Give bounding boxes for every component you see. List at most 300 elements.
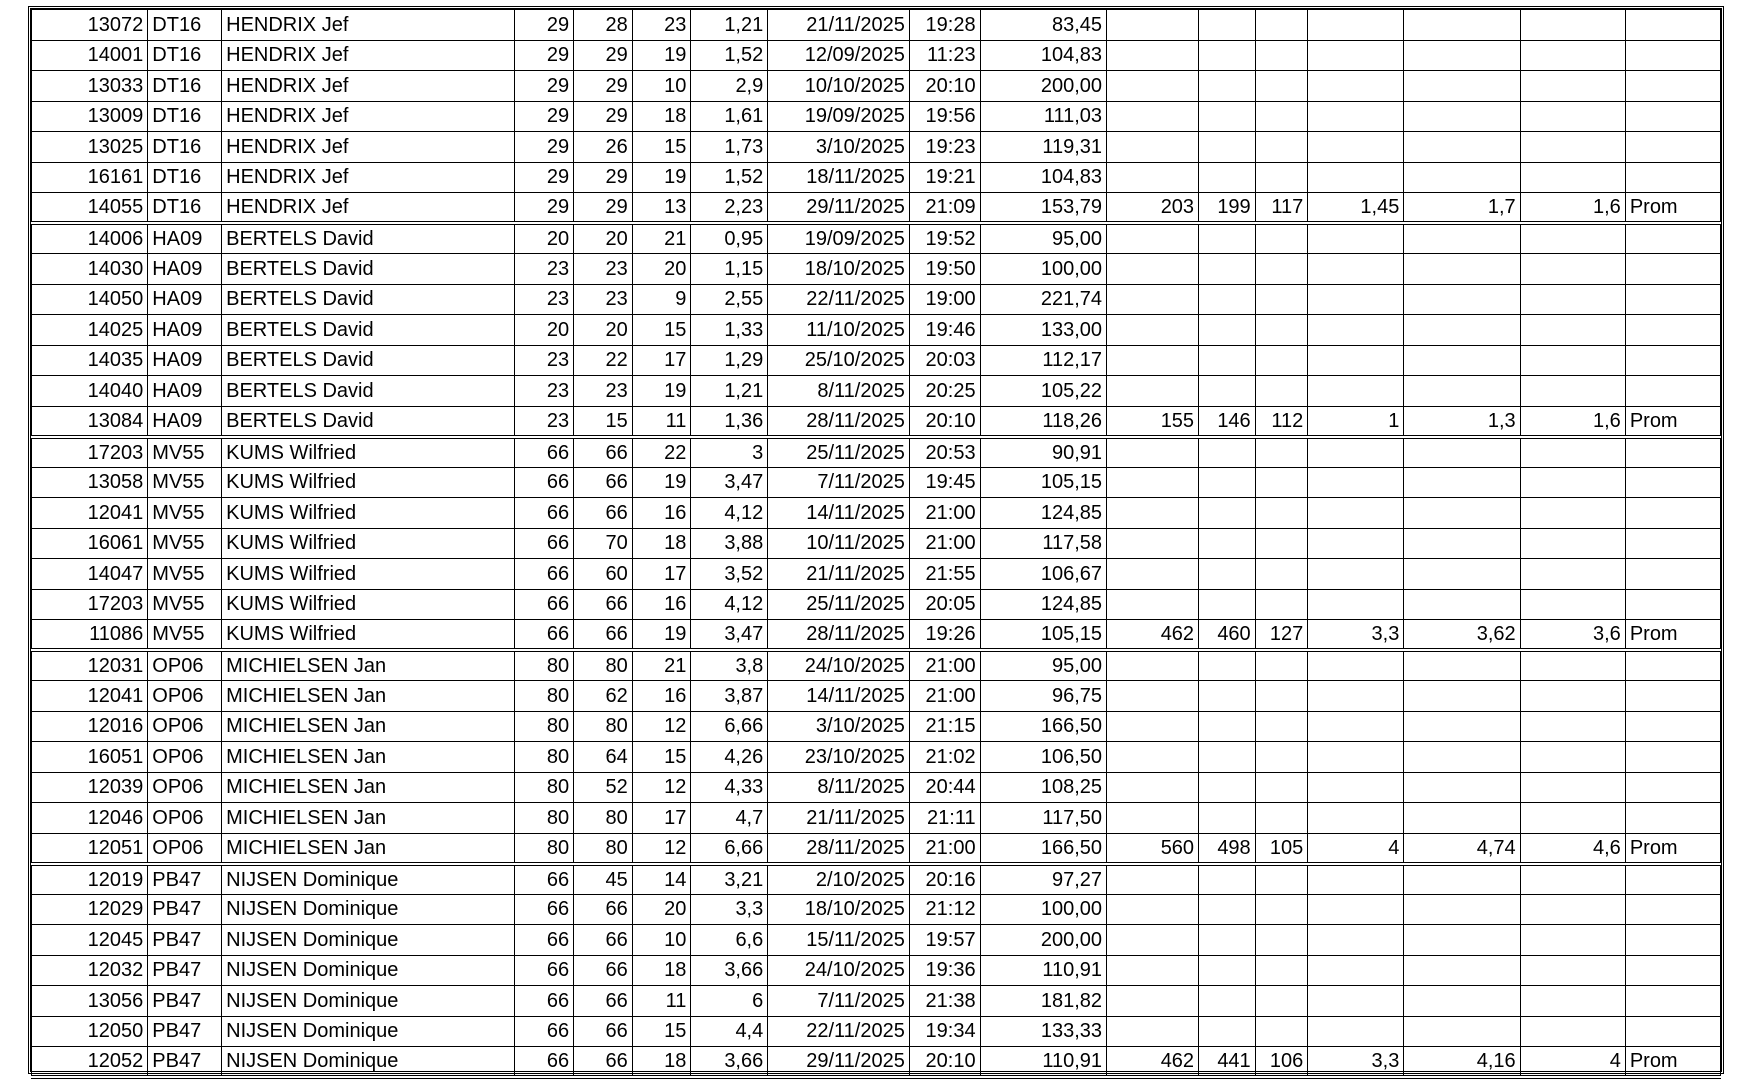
cell-summary-label: Prom [1625,406,1720,437]
cell-id: 12019 [32,864,148,895]
cell-time: 21:02 [909,742,980,773]
cell-summary-a2 [1404,742,1520,773]
cell-summary-label [1625,467,1720,498]
cell-summary-t3 [1255,71,1308,102]
cell-summary-t1 [1107,1016,1199,1047]
cell-date: 22/11/2025 [768,1016,910,1047]
cell-summary-label [1625,528,1720,559]
cell-summary-label [1625,223,1720,254]
cell-summary-t3 [1255,101,1308,132]
cell-n1: 66 [515,864,574,895]
cell-summary-a1 [1308,559,1404,590]
cell-code: DT16 [148,101,222,132]
cell-summary-a3 [1520,498,1625,529]
cell-summary-a1 [1308,925,1404,956]
cell-summary-t1 [1107,223,1199,254]
cell-code: MV55 [148,620,222,651]
cell-name: MICHIELSEN Jan [222,711,515,742]
cell-summary-a1 [1308,1016,1404,1047]
cell-code: MV55 [148,498,222,529]
cell-summary-t2 [1199,498,1256,529]
cell-summary-a3 [1520,986,1625,1017]
cell-summary-t2 [1199,559,1256,590]
cell-n1: 29 [515,101,574,132]
cell-summary-a2 [1404,955,1520,986]
cell-summary-t1: 560 [1107,833,1199,864]
cell-ratio: 3,21 [691,864,768,895]
cell-summary-t3: 127 [1255,620,1308,651]
cell-id: 11086 [32,620,148,651]
cell-code: PB47 [148,1047,222,1078]
cell-date: 19/09/2025 [768,223,910,254]
cell-n2: 66 [574,437,633,468]
cell-speed: 133,00 [980,315,1106,346]
cell-time: 19:36 [909,955,980,986]
cell-id: 12041 [32,681,148,712]
cell-n2: 80 [574,803,633,834]
cell-summary-label [1625,864,1720,895]
cell-time: 20:44 [909,772,980,803]
cell-summary-a2 [1404,467,1520,498]
cell-summary-t3 [1255,315,1308,346]
cell-summary-t2: 460 [1199,620,1256,651]
cell-summary-t2 [1199,864,1256,895]
cell-n1: 80 [515,681,574,712]
cell-n3: 18 [632,1047,691,1078]
cell-summary-t1 [1107,376,1199,407]
cell-n3: 13 [632,193,691,224]
cell-n1: 66 [515,925,574,956]
cell-n3: 10 [632,925,691,956]
cell-n3: 16 [632,498,691,529]
cell-speed: 200,00 [980,71,1106,102]
cell-summary-label: Prom [1625,833,1720,864]
cell-date: 15/11/2025 [768,925,910,956]
cell-summary-t1 [1107,589,1199,620]
cell-summary-a3 [1520,1016,1625,1047]
cell-summary-a2 [1404,772,1520,803]
cell-n3: 18 [632,528,691,559]
cell-n1: 66 [515,620,574,651]
table-row-summary [32,833,1721,864]
cell-summary-a1: 1,45 [1308,193,1404,224]
cell-ratio: 3,47 [691,620,768,651]
cell-n3: 22 [632,437,691,468]
cell-id: 13056 [32,986,148,1017]
cell-name: BERTELS David [222,345,515,376]
cell-summary-label: Prom [1625,1047,1720,1078]
cell-summary-a1 [1308,223,1404,254]
cell-n1: 20 [515,315,574,346]
cell-summary-a1 [1308,284,1404,315]
cell-summary-a3 [1520,894,1625,925]
cell-name: KUMS Wilfried [222,620,515,651]
cell-summary-t2 [1199,772,1256,803]
cell-n2: 23 [574,376,633,407]
cell-n1: 66 [515,894,574,925]
cell-time: 19:57 [909,925,980,956]
cell-n1: 23 [515,406,574,437]
cell-summary-t1: 203 [1107,193,1199,224]
cell-code: OP06 [148,772,222,803]
cell-code: PB47 [148,925,222,956]
cell-name: NIJSEN Dominique [222,1047,515,1078]
cell-speed: 111,03 [980,101,1106,132]
cell-date: 7/11/2025 [768,986,910,1017]
cell-summary-t3 [1255,284,1308,315]
cell-code: DT16 [148,162,222,193]
cell-speed: 110,91 [980,955,1106,986]
cell-summary-a3 [1520,345,1625,376]
cell-summary-a1 [1308,955,1404,986]
cell-n2: 70 [574,528,633,559]
cell-speed: 124,85 [980,498,1106,529]
cell-summary-label [1625,254,1720,285]
cell-id: 12039 [32,772,148,803]
cell-code: PB47 [148,955,222,986]
cell-summary-t3 [1255,803,1308,834]
results-sheet [28,6,1724,1074]
cell-name: HENDRIX Jef [222,162,515,193]
cell-summary-a3: 3,6 [1520,620,1625,651]
cell-name: KUMS Wilfried [222,467,515,498]
cell-speed: 97,27 [980,864,1106,895]
cell-date: 14/11/2025 [768,498,910,529]
table-row [32,559,1721,590]
cell-time: 19:28 [909,10,980,41]
cell-date: 22/11/2025 [768,284,910,315]
cell-summary-t3 [1255,681,1308,712]
cell-code: PB47 [148,894,222,925]
cell-name: NIJSEN Dominique [222,894,515,925]
cell-summary-t3 [1255,254,1308,285]
cell-summary-label [1625,650,1720,681]
cell-time: 21:00 [909,833,980,864]
cell-ratio: 3,87 [691,681,768,712]
cell-summary-t3 [1255,40,1308,71]
cell-summary-a1 [1308,467,1404,498]
cell-summary-a2: 4,74 [1404,833,1520,864]
table-row [32,772,1721,803]
cell-n1: 66 [515,559,574,590]
cell-summary-t3 [1255,711,1308,742]
cell-n2: 66 [574,894,633,925]
cell-summary-t3 [1255,528,1308,559]
cell-summary-a1: 3,3 [1308,1047,1404,1078]
cell-summary-label [1625,345,1720,376]
cell-code: HA09 [148,284,222,315]
table-row [32,803,1721,834]
cell-id: 13058 [32,467,148,498]
cell-n1: 66 [515,1016,574,1047]
cell-code: OP06 [148,833,222,864]
cell-n3: 15 [632,1016,691,1047]
cell-summary-t3 [1255,467,1308,498]
cell-summary-a1 [1308,71,1404,102]
cell-summary-a2 [1404,437,1520,468]
table-row [32,132,1721,163]
cell-id: 16051 [32,742,148,773]
cell-n1: 66 [515,528,574,559]
cell-id: 14040 [32,376,148,407]
cell-date: 7/11/2025 [768,467,910,498]
cell-summary-label [1625,894,1720,925]
cell-summary-a1 [1308,162,1404,193]
cell-name: MICHIELSEN Jan [222,772,515,803]
cell-speed: 153,79 [980,193,1106,224]
cell-summary-t3: 117 [1255,193,1308,224]
cell-n3: 19 [632,162,691,193]
cell-name: KUMS Wilfried [222,498,515,529]
cell-summary-a2 [1404,10,1520,41]
cell-name: HENDRIX Jef [222,40,515,71]
cell-n3: 15 [632,742,691,773]
cell-summary-label [1625,437,1720,468]
cell-time: 20:10 [909,1047,980,1078]
cell-time: 21:12 [909,894,980,925]
cell-summary-t1 [1107,284,1199,315]
cell-code: HA09 [148,345,222,376]
cell-id: 14030 [32,254,148,285]
cell-summary-t2 [1199,894,1256,925]
cell-id: 14035 [32,345,148,376]
cell-time: 19:50 [909,254,980,285]
table-row [32,864,1721,895]
cell-summary-a3 [1520,681,1625,712]
cell-ratio: 1,61 [691,101,768,132]
cell-code: HA09 [148,254,222,285]
cell-date: 24/10/2025 [768,650,910,681]
cell-n3: 21 [632,650,691,681]
cell-summary-t2 [1199,284,1256,315]
cell-n2: 66 [574,925,633,956]
cell-summary-t2: 199 [1199,193,1256,224]
cell-n2: 60 [574,559,633,590]
cell-summary-t1 [1107,803,1199,834]
cell-summary-label [1625,803,1720,834]
cell-n3: 18 [632,101,691,132]
cell-summary-t2 [1199,925,1256,956]
cell-ratio: 6,66 [691,711,768,742]
cell-summary-t3: 106 [1255,1047,1308,1078]
cell-summary-t2: 146 [1199,406,1256,437]
cell-code: HA09 [148,406,222,437]
cell-summary-t1 [1107,955,1199,986]
cell-n3: 20 [632,254,691,285]
cell-summary-a3 [1520,742,1625,773]
cell-name: MICHIELSEN Jan [222,650,515,681]
cell-summary-t3 [1255,437,1308,468]
cell-summary-t2 [1199,986,1256,1017]
cell-date: 24/10/2025 [768,955,910,986]
cell-name: KUMS Wilfried [222,559,515,590]
cell-summary-t3 [1255,376,1308,407]
cell-summary-t1 [1107,254,1199,285]
table-row [32,376,1721,407]
cell-summary-a2: 3,62 [1404,620,1520,651]
cell-summary-t3 [1255,559,1308,590]
cell-ratio: 3,66 [691,1047,768,1078]
cell-summary-a2 [1404,681,1520,712]
cell-code: MV55 [148,467,222,498]
cell-summary-t1: 462 [1107,620,1199,651]
cell-ratio: 6,66 [691,833,768,864]
cell-summary-a2 [1404,803,1520,834]
cell-time: 20:03 [909,345,980,376]
cell-summary-a1 [1308,345,1404,376]
cell-n3: 10 [632,71,691,102]
cell-summary-a1 [1308,772,1404,803]
cell-id: 12045 [32,925,148,956]
cell-speed: 166,50 [980,833,1106,864]
cell-speed: 104,83 [980,162,1106,193]
cell-summary-a1 [1308,742,1404,773]
cell-date: 23/10/2025 [768,742,910,773]
cell-summary-t2 [1199,132,1256,163]
cell-date: 18/10/2025 [768,894,910,925]
cell-code: OP06 [148,711,222,742]
cell-n2: 22 [574,345,633,376]
cell-n3: 19 [632,376,691,407]
cell-summary-t1 [1107,10,1199,41]
table-row [32,315,1721,346]
cell-summary-a3 [1520,803,1625,834]
cell-ratio: 1,21 [691,376,768,407]
cell-ratio: 3,52 [691,559,768,590]
cell-id: 17203 [32,589,148,620]
cell-summary-a1 [1308,681,1404,712]
cell-n2: 29 [574,40,633,71]
cell-summary-t3 [1255,986,1308,1017]
cell-speed: 104,83 [980,40,1106,71]
cell-n2: 66 [574,1016,633,1047]
cell-ratio: 1,52 [691,40,768,71]
cell-code: DT16 [148,132,222,163]
cell-n1: 66 [515,437,574,468]
cell-summary-a3 [1520,40,1625,71]
cell-n2: 23 [574,284,633,315]
table-row [32,71,1721,102]
cell-n1: 66 [515,467,574,498]
cell-summary-t1 [1107,132,1199,163]
cell-n2: 15 [574,406,633,437]
cell-code: MV55 [148,589,222,620]
cell-summary-t2 [1199,467,1256,498]
cell-summary-t2 [1199,254,1256,285]
cell-id: 14001 [32,40,148,71]
cell-id: 12031 [32,650,148,681]
cell-time: 20:05 [909,589,980,620]
cell-n2: 23 [574,254,633,285]
table-row [32,254,1721,285]
cell-n3: 12 [632,772,691,803]
cell-time: 19:00 [909,284,980,315]
cell-code: HA09 [148,223,222,254]
cell-code: PB47 [148,1016,222,1047]
cell-summary-t1 [1107,528,1199,559]
cell-summary-t3 [1255,223,1308,254]
cell-date: 28/11/2025 [768,620,910,651]
cell-date: 28/11/2025 [768,406,910,437]
cell-summary-t2 [1199,955,1256,986]
cell-n1: 20 [515,223,574,254]
cell-date: 3/10/2025 [768,132,910,163]
cell-ratio: 4,26 [691,742,768,773]
cell-id: 16061 [32,528,148,559]
cell-n2: 66 [574,955,633,986]
cell-time: 20:10 [909,71,980,102]
cell-n3: 19 [632,40,691,71]
cell-ratio: 6 [691,986,768,1017]
cell-summary-a1 [1308,650,1404,681]
cell-speed: 119,31 [980,132,1106,163]
cell-n3: 21 [632,223,691,254]
cell-summary-t1 [1107,925,1199,956]
cell-n1: 80 [515,650,574,681]
cell-summary-a1: 4 [1308,833,1404,864]
cell-time: 20:16 [909,864,980,895]
cell-id: 16161 [32,162,148,193]
cell-time: 21:09 [909,193,980,224]
table-row [32,894,1721,925]
cell-n2: 66 [574,620,633,651]
cell-summary-a3 [1520,284,1625,315]
cell-summary-t3 [1255,925,1308,956]
table-row [32,925,1721,956]
table-row [32,498,1721,529]
cell-summary-label [1625,711,1720,742]
cell-n2: 29 [574,71,633,102]
cell-summary-a1: 1 [1308,406,1404,437]
cell-name: HENDRIX Jef [222,10,515,41]
cell-summary-a1 [1308,589,1404,620]
cell-name: MICHIELSEN Jan [222,833,515,864]
cell-time: 21:00 [909,498,980,529]
cell-n3: 11 [632,986,691,1017]
cell-summary-label [1625,589,1720,620]
cell-speed: 200,00 [980,925,1106,956]
cell-date: 21/11/2025 [768,803,910,834]
cell-code: HA09 [148,376,222,407]
cell-name: KUMS Wilfried [222,589,515,620]
cell-speed: 124,85 [980,589,1106,620]
cell-date: 10/11/2025 [768,528,910,559]
cell-summary-label [1625,132,1720,163]
cell-summary-t1 [1107,772,1199,803]
cell-n1: 66 [515,955,574,986]
cell-summary-t2 [1199,10,1256,41]
cell-summary-a2: 4,16 [1404,1047,1520,1078]
cell-n2: 66 [574,1047,633,1078]
cell-speed: 105,15 [980,620,1106,651]
cell-summary-a1 [1308,254,1404,285]
cell-summary-t2 [1199,803,1256,834]
cell-n2: 80 [574,711,633,742]
table-row [32,345,1721,376]
cell-n2: 29 [574,101,633,132]
cell-date: 25/11/2025 [768,589,910,620]
cell-summary-t1: 462 [1107,1047,1199,1078]
cell-summary-t2 [1199,223,1256,254]
cell-summary-t1 [1107,559,1199,590]
cell-summary-a1 [1308,315,1404,346]
cell-ratio: 1,29 [691,345,768,376]
cell-n1: 23 [515,254,574,285]
table-row [32,284,1721,315]
cell-id: 12051 [32,833,148,864]
cell-summary-t2: 441 [1199,1047,1256,1078]
cell-speed: 112,17 [980,345,1106,376]
